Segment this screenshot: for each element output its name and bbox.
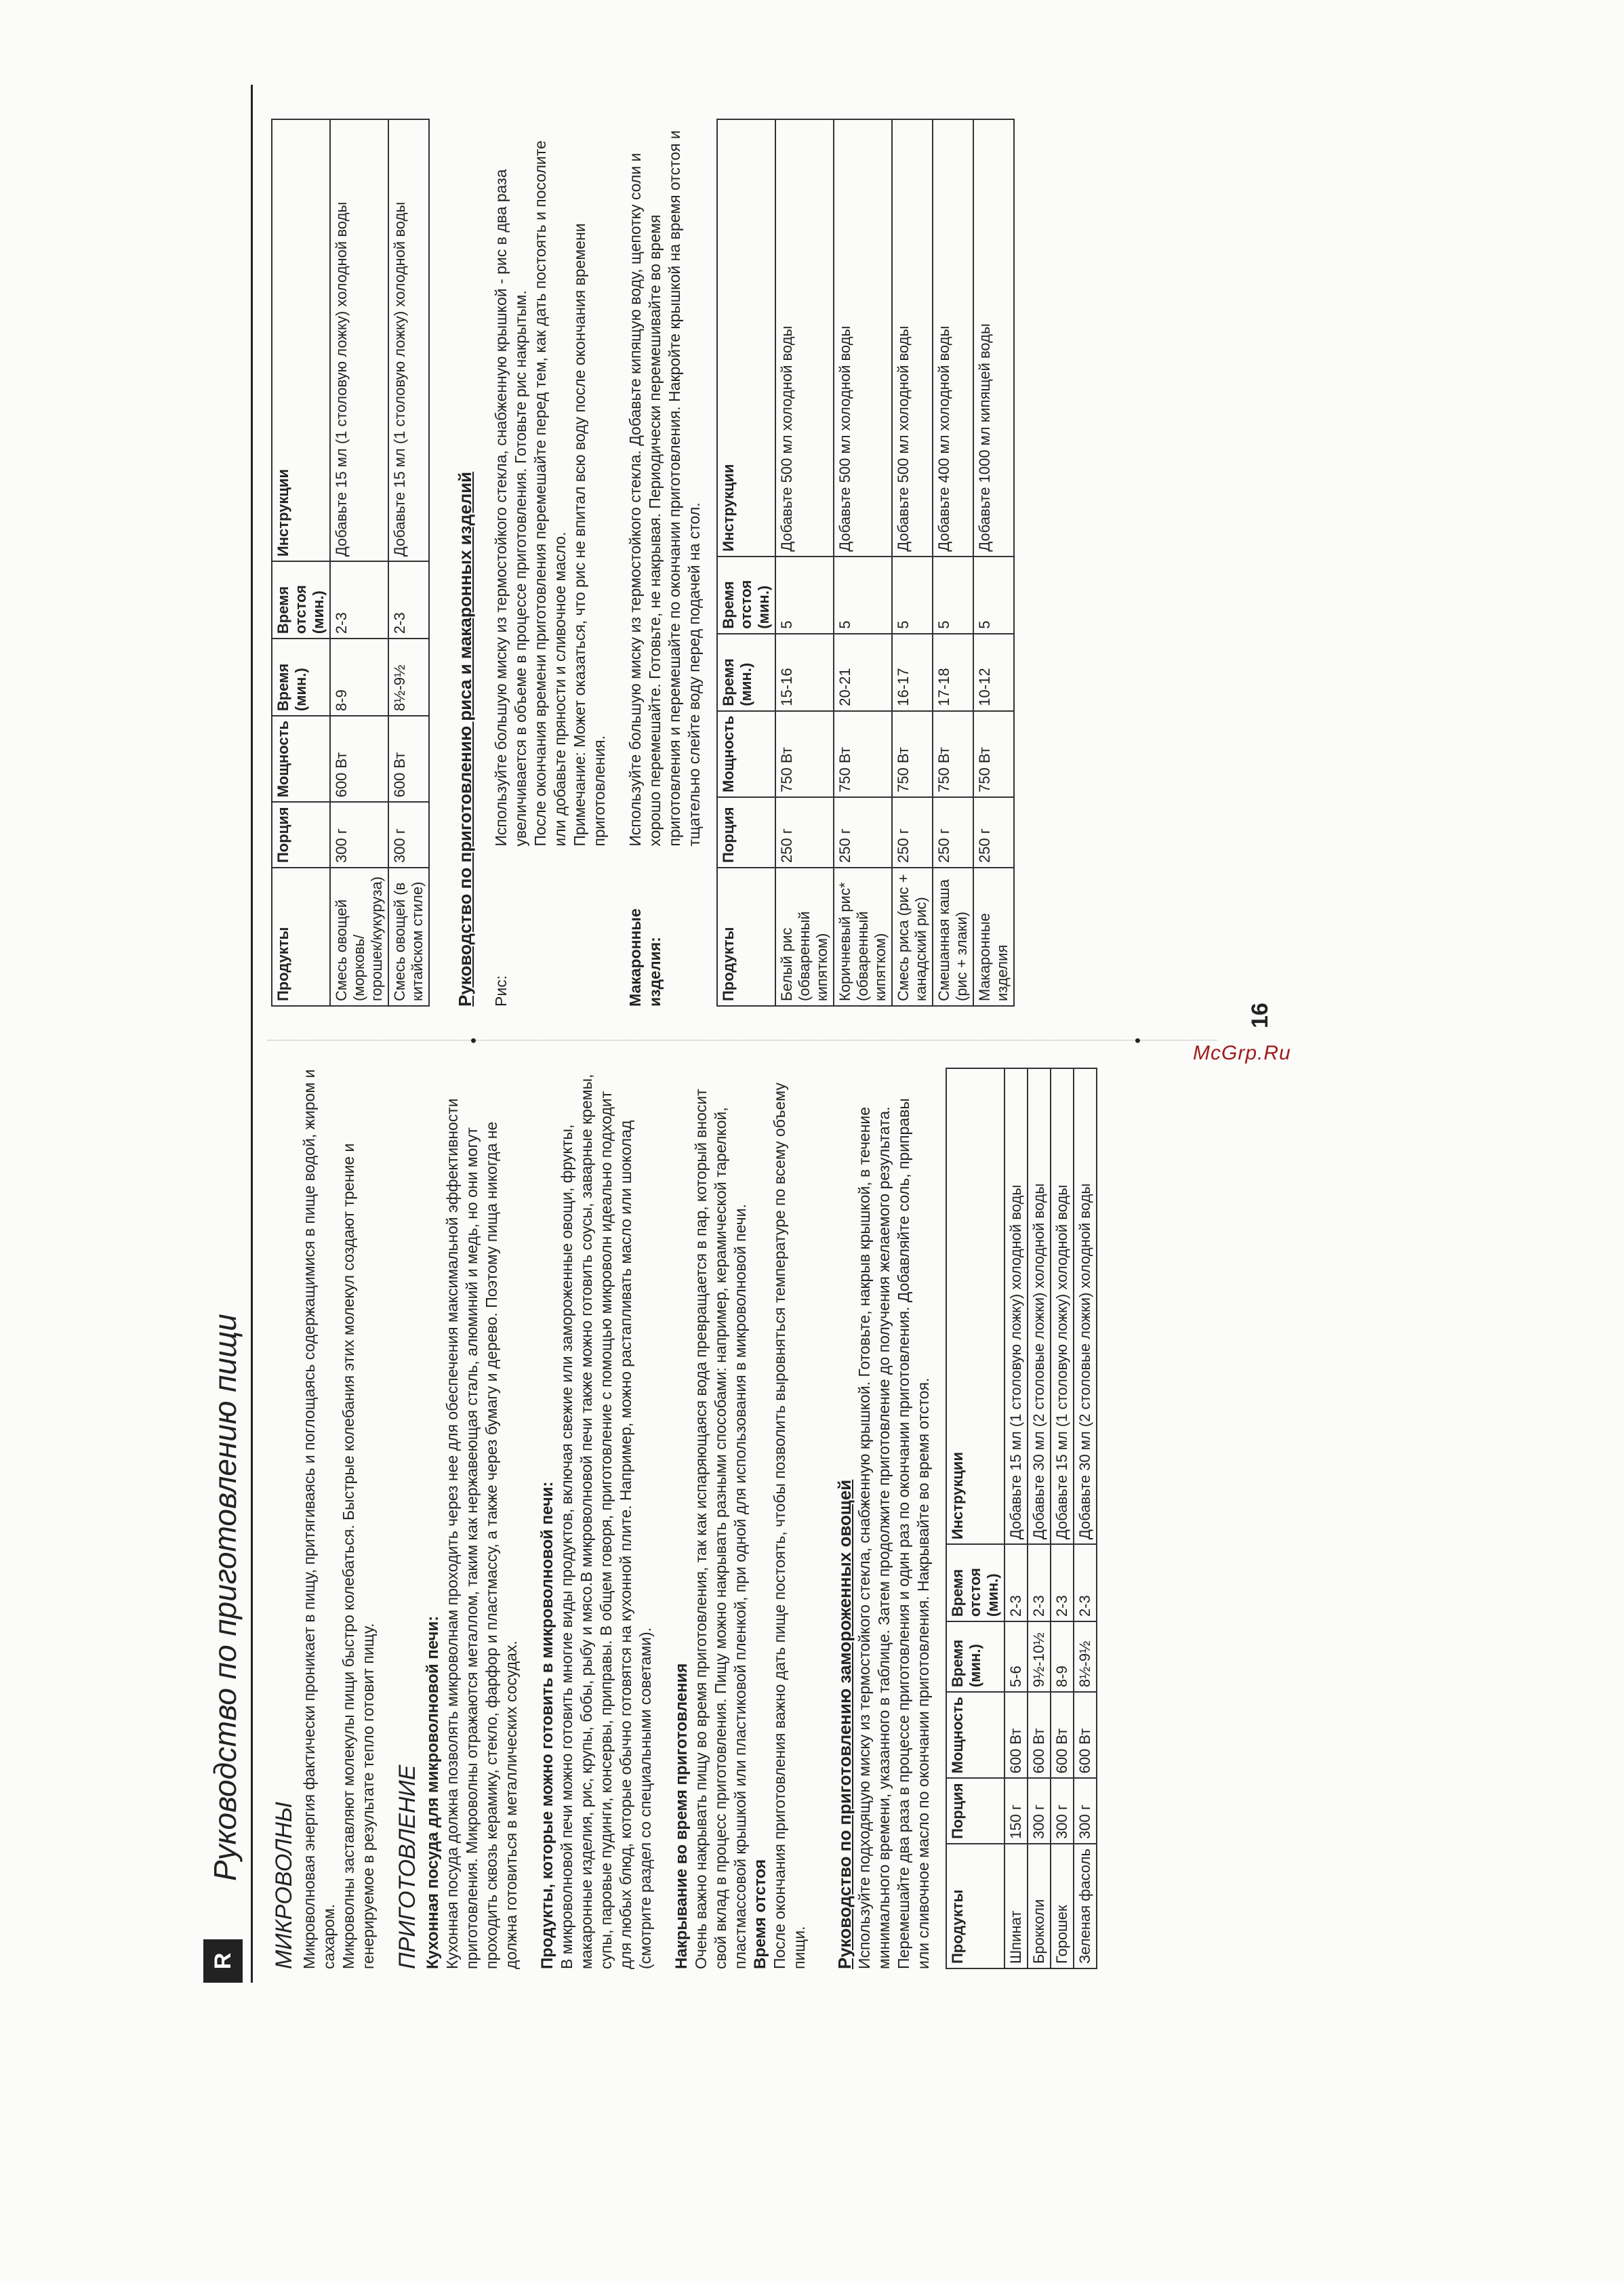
- cover-text: Очень важно накрывать пищу во время приготовления, так как испаряющаяся вода превращается в пар, который вносит свой вклад в процесс приготовления. Пищу можно накрывать разными способами: например, керамической тарелкой, пластмассовой крышкой или пластиковой пленкой, при одной для использования в микроволновой печи.: [692, 1089, 749, 1969]
- column-header: Мощность: [717, 711, 775, 797]
- pasta-block: [626, 105, 704, 1007]
- rice-block: [491, 105, 609, 1007]
- table-cell: Коричневый рис* (обваренный кипятком): [834, 868, 892, 1006]
- veg-mix-table: [271, 119, 430, 1007]
- table-cell: Макаронные изделия: [973, 868, 1014, 1006]
- frozen-veg-text: Используйте подходящую миску из термостойкого стекла, снабженную крышкой. Готовьте, накрыв крышкой, в течение минимального времени, указанного в таблице. Затем продолжите приготовление до получения желаемого результата.: [855, 1106, 893, 1969]
- rice-pasta-heading: Руководство по приготовлению риса и макаронных изделий: [455, 471, 475, 1007]
- standing-text: После окончания приготовления важно дать пище постоять, чтобы позволить выровняться температуре по всему объему пищи.: [771, 1083, 808, 1969]
- column-header: Инструкции: [946, 1068, 1004, 1544]
- table-cell: 8-9: [1051, 1621, 1074, 1692]
- table-cell: 8-9: [330, 639, 388, 716]
- column-header: Мощность: [272, 716, 330, 802]
- table-cell: 2-3: [1004, 1544, 1028, 1621]
- table-cell: 17-18: [933, 634, 973, 711]
- column-header: Время (мин.): [946, 1621, 1004, 1692]
- table-cell: 750 Вт: [933, 711, 973, 797]
- frozen-veg-heading: Руководство по приготовлению замороженных овощей: [834, 1479, 855, 1969]
- table-cell: 300 г: [388, 802, 429, 868]
- table-row: [775, 119, 834, 1006]
- right-column: [271, 105, 1015, 1007]
- punch-dot: ●: [1132, 1037, 1143, 1044]
- pasta-label: Макаронные изделия:: [626, 908, 664, 1007]
- frozen-veg-table: [946, 1068, 1097, 1969]
- table-cell: 250 г: [973, 797, 1014, 868]
- frozen-veg-text-2: Перемешайте два раза в процессе приготовления и один раз по окончании приготовления. Добавляйте соль, приправы или сливочное масло по окончании приготовления. Накрывайте во время отстоя.: [895, 1098, 932, 1969]
- table-cell: 250 г: [892, 797, 933, 868]
- table-row: [973, 119, 1014, 1006]
- column-header: Время (мин.): [272, 639, 330, 716]
- table-cell: 250 г: [775, 797, 834, 868]
- foods-text: В микроволновой печи можно готовить многие виды продуктов, включая свежие или замороженные овощи, фрукты, макаронные изделия, рис, крупы, бобы, рыбу и мясо.В микроволновой печи также можно готовить соусы, заварные кремы, супы, паровые пудинги, консервы, приправы. В общем говоря, приготовление с помощью микроволн идеально подходит для любых блюд, которые обычно готовятся на кухонной плите. Например, можно растапливать масло или шоколад (смотрите раздел со специальными советами).: [558, 1074, 654, 1969]
- table-row: [330, 119, 388, 1006]
- cookware-text: Кухонная посуда должна позволять микроволнам проходить через нее для обеспечения максимальной эффективности приготовления. Микроволны отражаются металлом, таким как нержавеющая сталь, алюминий и медь, но они могут проходить сквозь керамику, стекло, фарфор и пластмассу, а также через бумагу и дерево. Поэтому пища никогда не должна готовиться в металлических сосудах.: [443, 1098, 520, 1969]
- table-cell: Добавьте 15 мл (1 столовую ложку) холодной воды: [1004, 1068, 1028, 1544]
- table-cell: 5: [973, 557, 1014, 634]
- table-cell: Добавьте 500 мл холодной воды: [775, 119, 834, 557]
- table-cell: 5: [834, 557, 892, 634]
- left-column: [271, 1068, 1097, 1969]
- rice-pasta-table: [716, 119, 1015, 1007]
- table-cell: 5: [775, 557, 834, 634]
- column-header: Продукты: [272, 868, 330, 1006]
- table-cell: 150 г: [1004, 1778, 1028, 1844]
- table-cell: 5: [933, 557, 973, 634]
- cover-heading: Накрывание во время приготовления: [672, 1663, 691, 1969]
- table-cell: 2-3: [1051, 1544, 1074, 1621]
- table-cell: Добавьте 400 мл холодной воды: [933, 119, 973, 557]
- table-cell: 600 Вт: [1028, 1692, 1051, 1778]
- rice-label: Рис:: [492, 975, 510, 1007]
- table-row: [933, 119, 973, 1006]
- column-header: Время (мин.): [717, 634, 775, 711]
- column-header: Время отстоя (мин.): [717, 557, 775, 634]
- table-cell: Горошек: [1051, 1844, 1074, 1968]
- table-row: [892, 119, 933, 1006]
- page-header: [203, 85, 253, 1983]
- table-cell: 600 Вт: [330, 716, 388, 802]
- rotated-page: [203, 44, 1593, 2010]
- table-cell: 9½-10½: [1028, 1621, 1051, 1692]
- table-cell: 250 г: [933, 797, 973, 868]
- table-cell: 750 Вт: [775, 711, 834, 797]
- table-cell: Добавьте 15 мл (1 столовую ложку) холодной воды: [330, 119, 388, 561]
- table-cell: Добавьте 15 мл (1 столовую ложку) холодной воды: [388, 119, 429, 561]
- rice-text-3: Примечание: Может оказаться, что рис не впитал всю воду после окончания времени приготовления.: [571, 223, 608, 847]
- standing-heading: Время отстоя: [751, 1859, 769, 1969]
- column-header: Инструкции: [717, 119, 775, 557]
- table-row: [1051, 1068, 1074, 1968]
- table-cell: 750 Вт: [973, 711, 1014, 797]
- rice-text-group: [491, 128, 609, 847]
- table-cell: Добавьте 500 мл холодной воды: [892, 119, 933, 557]
- column-header: Время отстоя (мин.): [946, 1544, 1004, 1621]
- page-number: 16: [1247, 1003, 1273, 1028]
- table-cell: Смесь овощей (морковь/ горошек/кукуруза): [330, 868, 388, 1006]
- table-cell: 2-3: [1074, 1544, 1097, 1621]
- table-cell: 10-12: [973, 634, 1014, 711]
- table-cell: 300 г: [1051, 1778, 1074, 1844]
- column-header: Мощность: [946, 1692, 1004, 1778]
- foods-heading: Продукты, которые можно готовить в микроволновой печи:: [538, 1481, 556, 1969]
- page-title: Руководство по приготовлению пищи: [207, 1314, 243, 1881]
- column-header: Порция: [946, 1778, 1004, 1844]
- table-cell: 2-3: [1028, 1544, 1051, 1621]
- column-header: Инструкции: [272, 119, 330, 561]
- table-cell: 600 Вт: [1004, 1692, 1028, 1778]
- table-cell: Брокколи: [1028, 1844, 1051, 1968]
- table-cell: Добавьте 30 мл (2 столовые ложки) холодной воды: [1028, 1068, 1051, 1544]
- table-cell: Добавьте 30 мл (2 столовые ложки) холодной воды: [1074, 1068, 1097, 1544]
- table-row: [388, 119, 429, 1006]
- table-cell: 750 Вт: [834, 711, 892, 797]
- cookware-heading: Кухонная посуда для микроволновой печи:: [424, 1615, 442, 1969]
- table-cell: Смесь риса (рис + канадский рис): [892, 868, 933, 1006]
- table-cell: Добавьте 15 мл (1 столовую ложку) холодной воды: [1051, 1068, 1074, 1544]
- table-cell: Смесь овощей (в китайском стиле): [388, 868, 429, 1006]
- table-cell: Добавьте 500 мл холодной воды: [834, 119, 892, 557]
- table-cell: 600 Вт: [388, 716, 429, 802]
- table-cell: 16-17: [892, 634, 933, 711]
- column-header: Время отстоя (мин.): [272, 561, 330, 639]
- column-divider: [268, 1039, 1217, 1041]
- table-cell: 750 Вт: [892, 711, 933, 797]
- column-header: Продукты: [717, 868, 775, 1006]
- column-header: Порция: [717, 797, 775, 868]
- rice-text-1: Используйте большую миску из термостойкого стекла, снабженную крышкой - рис в два раза увеличивается в объеме в процессе приготовления. Готовьте рис накрытым.: [492, 169, 529, 847]
- table-cell: 2-3: [330, 561, 388, 639]
- table-cell: Добавьте 1000 мл кипящей воды: [973, 119, 1014, 557]
- cooking-heading: ПРИГОТОВЛЕНИЕ: [394, 1764, 420, 1969]
- table-row: [1004, 1068, 1028, 1968]
- microwaves-text-1: Микроволновая энергия фактически проникает в пищу, притягиваясь и поглощаясь содержащимися в пище водой, жиром и сахаром.: [300, 1069, 338, 1969]
- table-cell: 250 г: [834, 797, 892, 868]
- pasta-text: Используйте большую миску из термостойкого стекла. Добавьте кипящую воду, щепотку соли и хорошо перемешайте. Готовьте, не накрывая. Периодически перемешивайте во время приготовления и перемешайте по окончании приготовления. Накройте крышкой на время отстоя и тщательно слейте воду перед подачей на стол.: [626, 130, 703, 847]
- table-row: [1028, 1068, 1051, 1968]
- table-cell: 5-6: [1004, 1621, 1028, 1692]
- microwaves-heading: МИКРОВОЛНЫ: [271, 1801, 297, 1969]
- table-cell: Зеленая фасоль: [1074, 1844, 1097, 1968]
- table-cell: 300 г: [1074, 1778, 1097, 1844]
- table-cell: 600 Вт: [1051, 1692, 1074, 1778]
- table-cell: 2-3: [388, 561, 429, 639]
- table-cell: 20-21: [834, 634, 892, 711]
- table-cell: 5: [892, 557, 933, 634]
- table-cell: Шпинат: [1004, 1844, 1028, 1968]
- table-cell: 300 г: [330, 802, 388, 868]
- table-row: [1074, 1068, 1097, 1968]
- table-cell: 15-16: [775, 634, 834, 711]
- watermark: McGrp.Ru: [1193, 1042, 1291, 1064]
- microwaves-text-2: Микроволны заставляют молекулы пищи быстро колебаться. Быстрые колебания этих молекул создают трение и генерируемое в результате тепло готовит пищу.: [340, 1143, 377, 1969]
- table-cell: Смешанная каша (рис + злаки): [933, 868, 973, 1006]
- punch-dot: ●: [468, 1037, 479, 1044]
- rice-text-2: После окончания времени приготовления перемешайте перед тем, как дать постоять и посолите или добавьте пряности и сливочное масло.: [531, 140, 569, 847]
- table-cell: 8½-9½: [1074, 1621, 1097, 1692]
- column-header: Порция: [272, 802, 330, 868]
- table-row: [834, 119, 892, 1006]
- table-cell: 300 г: [1028, 1778, 1051, 1844]
- section-badge: R: [203, 1939, 243, 1983]
- table-cell: Белый рис (обваренный кипятком): [775, 868, 834, 1006]
- column-header: Продукты: [946, 1844, 1004, 1968]
- table-cell: 8½-9½: [388, 639, 429, 716]
- table-cell: 600 Вт: [1074, 1692, 1097, 1778]
